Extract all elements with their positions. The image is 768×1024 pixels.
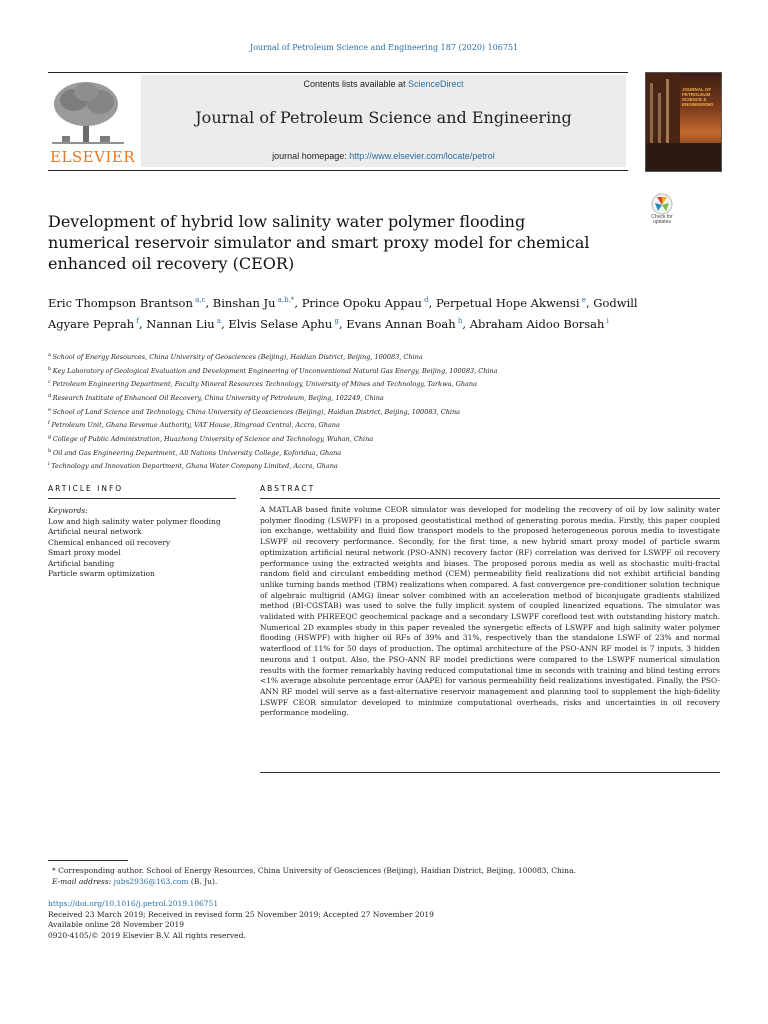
keywords-block [48,506,238,580]
doi-link[interactable]: https://doi.org/10.1016/j.petrol.2019.106751 [48,899,219,908]
affiliation-marker: a [48,352,53,358]
affiliation-marker: g [48,433,53,440]
publication-info [48,899,688,941]
affiliation-text: Technology and Innovation Department, Ghana Water Company Limited, Accra, Ghana [51,462,338,471]
journal-citation[interactable]: Journal of Petroleum Science and Engineering 187 (2020) 106751 [249,43,519,52]
abstract-heading: ABSTRACT [260,484,316,493]
affiliation-marker: e [48,406,53,413]
author[interactable] [302,296,429,310]
author-name: Binshan Ju [212,295,276,310]
affiliation-marker: c [48,379,53,386]
keyword-item: Low and high salinity water polymer flooding [48,516,221,526]
email-suffix: (B. Ju). [188,877,218,886]
homepage-line [141,151,626,161]
crossmark-label-line1: Check for [651,214,673,220]
affiliation-text: School of Energy Resources, China University of Geosciences (Beijing), Haidian District, Beijing, 100083, China [52,353,423,362]
footnote-rule [48,860,128,861]
author[interactable] [346,317,462,331]
author[interactable] [213,296,295,310]
email-link[interactable]: jubs2936@163.com [113,877,189,886]
email-line [52,876,692,887]
crossmark-label [644,215,680,225]
affiliation-text: College of Public Administration, Huazhong University of Science and Technology, Wuhan, China [52,435,374,444]
author-affiliation-marker[interactable]: h [455,316,463,325]
journal-title: Journal of Petroleum Science and Engineering [195,108,572,127]
header-top-rule [48,72,628,73]
article-info-heading: ARTICLE INFO [48,484,124,493]
author[interactable] [48,296,205,310]
affiliation-text: Key Laboratory of Geological Evaluation and Development Engineering of Unconventional Natural Gas Energy, Beijing, 100083, China [52,366,498,375]
author[interactable] [228,317,339,331]
author-affiliation-marker[interactable]: i [604,316,609,325]
copyright: 0920-4105/© 2019 Elsevier B.V. All rights reserved. [48,930,246,940]
homepage-prefix: journal homepage: [272,151,350,161]
affiliation-item [48,364,648,378]
elsevier-logo [48,78,136,166]
author-name: Perpetual Hope Akwensi [435,295,580,310]
affiliation-item [48,446,648,460]
affiliation-marker: f [48,420,52,427]
affiliation-item [48,350,648,364]
abstract-top-rule [260,498,720,499]
elsevier-wordmark: ELSEVIER [50,148,136,166]
affiliation-item [48,391,648,405]
author-name: Abraham Aidoo Borsah [469,316,605,331]
affiliation-text: School of Land Science and Technology, China University of Geosciences (Beijing), Haidian District, Beijing, 100083, China [52,407,461,416]
affiliation-marker: d [48,392,53,399]
author[interactable] [470,317,609,331]
abstract-bottom-rule [260,772,720,773]
affiliation-item [48,418,648,432]
affiliation-text: Petroleum Unit, Ghana Revenue Authority, VAT House, Ringroad Central, Accra, Ghana [51,421,340,430]
author-name: Prince Opoku Appau [301,295,422,310]
available-online: Available online 28 November 2019 [48,920,184,929]
affiliation-marker: b [48,365,53,372]
header-bottom-rule [48,170,628,171]
affiliation-item [48,432,648,446]
author-name: Nannan Liu [146,316,215,331]
author-affiliation-marker[interactable]: f [134,316,139,325]
journal-cover[interactable] [645,72,722,172]
author-affiliation-marker[interactable]: g [332,316,339,325]
author[interactable] [146,317,221,331]
author-affiliation-marker[interactable]: e [579,296,586,304]
article-title: Development of hybrid low salinity water polymer flooding numerical reservoir simulator and smart proxy model for chemical enhanced oil recovery (CEOR) [48,212,590,273]
cover-title: JOURNAL OF PETROLEUM SCIENCE & ENGINEERING [682,87,714,107]
article-info-rule [48,498,236,499]
elsevier-tree-icon [48,78,128,148]
affiliation-text: Research Institute of Enhanced Oil Recovery, China University of Petroleum, Beijing, 102249, China [52,394,384,403]
author-name: Evans Annan Boah [346,316,456,331]
affiliation-text: Oil and Gas Engineering Department, All Nations University College, Koforidua, Ghana [52,448,342,457]
affiliation-item [48,377,648,391]
email-label: E-mail address: [52,877,114,886]
author-name: Godwill Agyare Peprah [48,295,638,331]
corresponding-footnote [52,865,692,887]
homepage-link[interactable]: http://www.elsevier.com/locate/petrol [349,151,495,161]
abstract-text: A MATLAB based finite volume CEOR simulator was developed for modeling the recovery of oil by low salinity water polymer flooding (LSWPF) in a proposed geostatistical method of generating porous media. Firstly, this paper coupled ion exchange, wettability and fluid flow transport models to the proposed heterogeneous porous media to investigate LSWPF oil recovery performance. Secondly, for the first time, a new hybrid smart proxy model of particle swarm optimization artificial neural network (PSO-ANN) recovery factor (RF) correlation was derived for LSWPF oil recovery performance using the extracted weights and biases. The proposed porous media as well as stochastic multi-fractal random field and circulant embedding method (CEM) permeability field realizations did not exhibit artificial banding unlike turning bands method (TBM) realizations when compared. A fast convergence pre-conditioner solution technique of algebraic multigrid (AMG) linear solver combined with an acceleration method of biconjugate gradients stabilized method (BI-CGSTAB) was used to solve the fully implicit system of coupled linearized equations. The simulator was validated with PHREEQC geochemical package and a secondary LSWPF coreflood test with outstanding history match. Numerical 2D examples study in this paper revealed the synergetic effects of LSWPF and high salinity water polymer flooding (HSWPF) with higher oil RFs of 39% and 31%, respectively than the standalone LSWF of 23% and normal waterflood of 11% for 50 days of production. The optimal architecture of the PSO-ANN RF model is 7 inputs, 3 hidden neurons and 1 output. Also, the PSO-ANN RF model predictions were compared to the LSWPF numerical simulation results with the former remarkably having reduced computational time in seconds with training and blind testing errors <1% average absolute percentage error (AAPE) for various permeability field realizations investigated. Finally, the PSO-ANN RF model will serve as a fast-alternative reservoir management and planning tool to supplement the high-fidelity LSWPF CEOR simulator developed to minimize computational overheads, risks and uncertainties in oil recovery performance modeling. [260,505,720,718]
author-name: Eric Thompson Brantson [48,295,193,310]
keyword-item: Chemical enhanced oil recovery [48,537,171,547]
author-affiliation-marker[interactable]: a,b,* [275,296,295,304]
author[interactable] [436,296,586,310]
keywords-list [48,517,238,580]
affiliation-item [48,405,648,419]
keywords-label: Keywords: [48,506,88,515]
affiliation-marker: h [48,447,53,454]
sciencedirect-link[interactable]: ScienceDirect [408,79,464,89]
keyword-item: Artificial neural network [48,527,142,536]
author-name: Elvis Selase Aphu [228,316,333,331]
contents-prefix: Contents lists available at [303,79,409,89]
corresponding-author-note: * Corresponding author. School of Energy Resources, China University of Geosciences (Beijing), Haidian District, Beijing, 100083, China. [52,866,576,875]
affiliation-marker: i [48,461,52,468]
crossmark-icon [644,193,680,215]
received-dates: Received 23 March 2019; Received in revised form 25 November 2019; Accepted 27 November 2019 [48,909,434,919]
affiliation-item [48,459,648,473]
contents-line [141,79,626,89]
keyword-item: Particle swarm optimization [48,569,155,578]
author-affiliation-marker[interactable]: a [214,316,222,325]
keyword-item: Artificial banding [48,558,115,568]
author-list: Eric Thompson Brantson $^{a,c}$, Binshan Ju $^{a,b,*}$, Prince Opoku Appau $^d$, Perpetual Hope Akwensi $^e$, Godwill Agyare Peprah $^f$, Nannan Liu $^a$, Elvis Selase Aphu $^g$, Evans Annan Boah $^h$, Abraham Aidoo Borsah $^i$ [48,295,638,331]
affiliation-list [48,350,648,473]
crossmark-label-line2: updates [653,219,671,225]
keyword-item: Smart proxy model [48,548,121,557]
author-affiliation-marker[interactable]: a,c [192,296,206,304]
check-for-updates-badge[interactable] [644,193,680,231]
author-affiliation-marker[interactable]: d [421,296,429,304]
journal-banner [141,75,626,167]
affiliation-text: Petroleum Engineering Department, Faculty Mineral Resources Technology, University of Mines and Technology, Tarkwa, Ghana [52,380,477,389]
